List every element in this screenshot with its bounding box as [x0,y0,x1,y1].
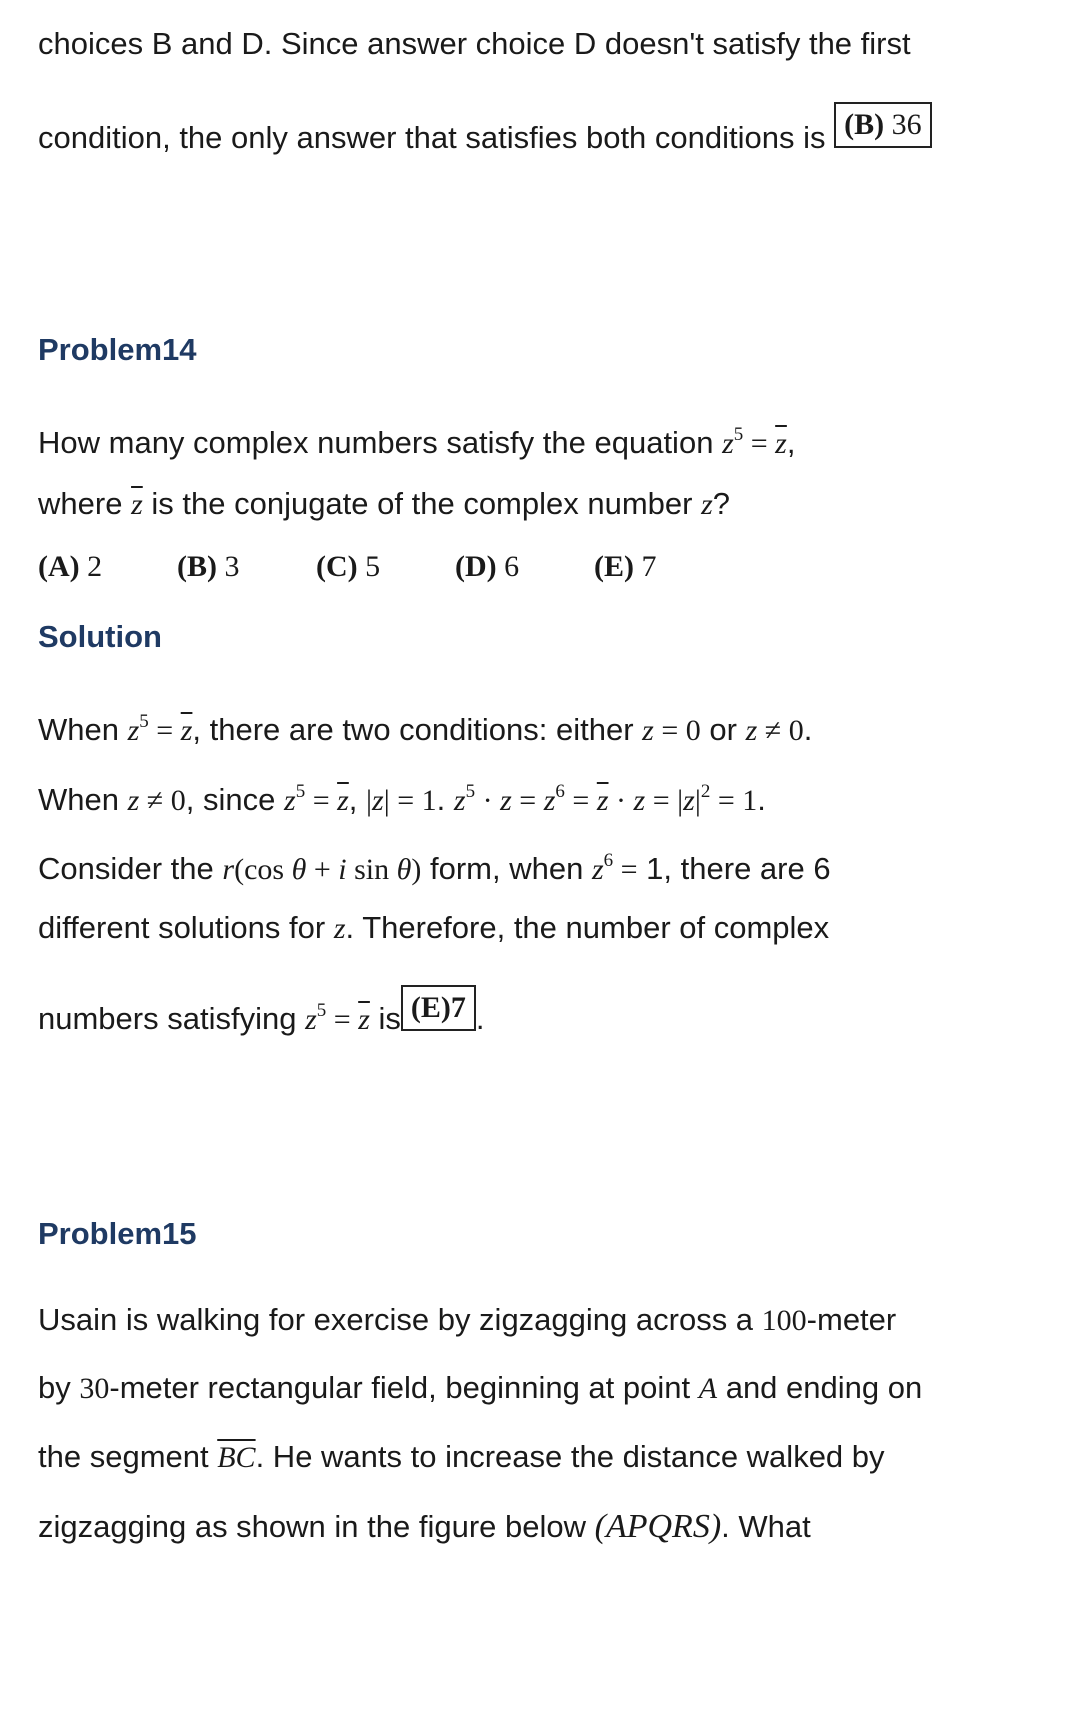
p15-line-1 [38,1300,896,1341]
p14-q-where: where [38,486,123,521]
math-100: 100 [761,1304,807,1337]
s3-form: form, when [429,851,584,886]
choice-label: (C) [316,550,358,583]
intro-line-2-text: condition, the only answer that satisfies both conditions is [38,120,826,155]
p15-l1-text: Usain is walking for exercise by zigzagging across a [38,1302,754,1337]
s3-consider: Consider the [38,851,214,886]
p15-l4-text: zigzagging as shown in the figure below [38,1509,587,1544]
p15-l4-what: . What [721,1509,811,1544]
choice-value: 7 [641,550,657,583]
p14-q-conj: is the conjugate of the complex number [151,486,693,521]
choice-value: 5 [365,550,381,583]
answer-box-text: (E)7 [410,991,466,1024]
choice-e [594,547,733,587]
answer-box-b36 [834,102,932,148]
s5-numbers: numbers satisfying [38,1001,297,1036]
intro-line-1-text: choices B and D. Since answer choice D doesn't satisfy the first [38,26,911,61]
math-z5-eq-zbar: $z^5 = \overline{z}$ [722,424,787,460]
p15-l3-text: . He wants to increase the distance walked by [255,1439,885,1474]
math-z: z [701,488,713,521]
math-abs-z-eq-1: |z| = 1 [366,784,437,817]
p15-line-2 [38,1368,922,1409]
math-zbar: $\overline{z}$ [131,488,143,521]
p14-question-line-1: How many complex numbers satisfy the equation $z^5 = \overline{z}$, [38,424,796,460]
choice-value: 6 [504,550,520,583]
p15-l2-by: by [38,1370,71,1405]
intro-line-2 [38,102,932,158]
choice-value: 3 [224,550,240,583]
s4-different: different solutions for [38,910,326,945]
p15-l1-meter: -meter [806,1302,897,1337]
math-segment-bc: $\overline{BC}$ [217,1441,256,1474]
math-z: z [333,912,346,945]
choice-label: (B) [177,550,217,583]
choice-b [177,547,316,587]
math-point-a: A [698,1372,718,1405]
s1-conditions: , there are two conditions: either [192,712,634,747]
math-30: 30 [79,1372,110,1405]
solution-line-2: When z ≠ 0, since $z^5 = \overline{z}$, |z| = 1. $z^5 \cdot z = z^6 = \overline{z} \cdot z = |z|^2 = 1$. [38,781,766,817]
answer-box-e7 [401,985,476,1031]
s1-when: When [38,712,119,747]
problem15-heading: Problem15 [38,1216,197,1251]
math-z-eq-0: z = 0 [642,714,701,747]
answer-box-value: 36 [891,108,922,141]
p15-l2-text: -meter rectangular field, beginning at point [109,1370,691,1405]
p14-q-text: How many complex numbers satisfy the equation [38,425,714,460]
s4-therefore: . Therefore, the number of complex [345,910,830,945]
math-z-neq-0: z ≠ 0 [745,714,804,747]
math-z5-eq-zbar: $z^5 = \overline{z}$ [284,781,349,817]
math-z5-eq-zbar: $z^5 = \overline{z}$ [127,711,193,747]
p14-answer-choices [38,547,733,587]
problem14-heading: Problem14 [38,332,197,367]
s1-or: or [709,712,737,747]
answer-box-label: (B) [844,108,885,141]
solution-line-3: Consider the r(cos θ + i sin θ) form, when $z^6 = 1$, there are 6 [38,850,831,886]
choice-label: (D) [455,550,497,583]
s3-six: , there are 6 [663,851,831,886]
math-z5-eq-zbar: $z^5 = \overline{z}$ [305,1000,370,1036]
choice-value: 2 [87,550,103,583]
math-apqrs: (APQRS) [594,1508,722,1545]
solution-line-1: When $z^5 = \overline{z}$, there are two conditions: either z = 0 or z ≠ 0. [38,711,813,747]
s2-since: , since [185,782,276,817]
choice-a [38,547,177,587]
solution-line-4 [38,908,829,949]
choice-label: (E) [594,550,634,583]
p15-line-4 [38,1507,811,1547]
solution-line-5: numbers satisfying $z^5 = \overline{z}$ is (E)7 . [38,985,485,1040]
math-chain: $z^5 \cdot z = z^6 = \overline{z} \cdot z = |z|^2 = 1$ [453,781,758,817]
solution-heading: Solution [38,619,162,654]
p15-l2-end: and ending on [725,1370,923,1405]
p15-line-3 [38,1437,885,1478]
s5-is: is [378,1001,401,1036]
choice-c [316,547,455,587]
s2-when: When [38,782,119,817]
intro-line-1 [38,24,911,64]
p14-question-line-2: where $\overline{z}$ is the conjugate of the complex number z? [38,486,731,521]
math-polar-form: r(cos θ + i sin θ) [222,853,422,886]
math-z-neq-0: z ≠ 0 [127,784,186,817]
choice-label: (A) [38,550,80,583]
choice-d [455,547,594,587]
p15-l3-seg: the segment [38,1439,209,1474]
math-z6-eq-1: $z^6$ = [591,850,638,886]
